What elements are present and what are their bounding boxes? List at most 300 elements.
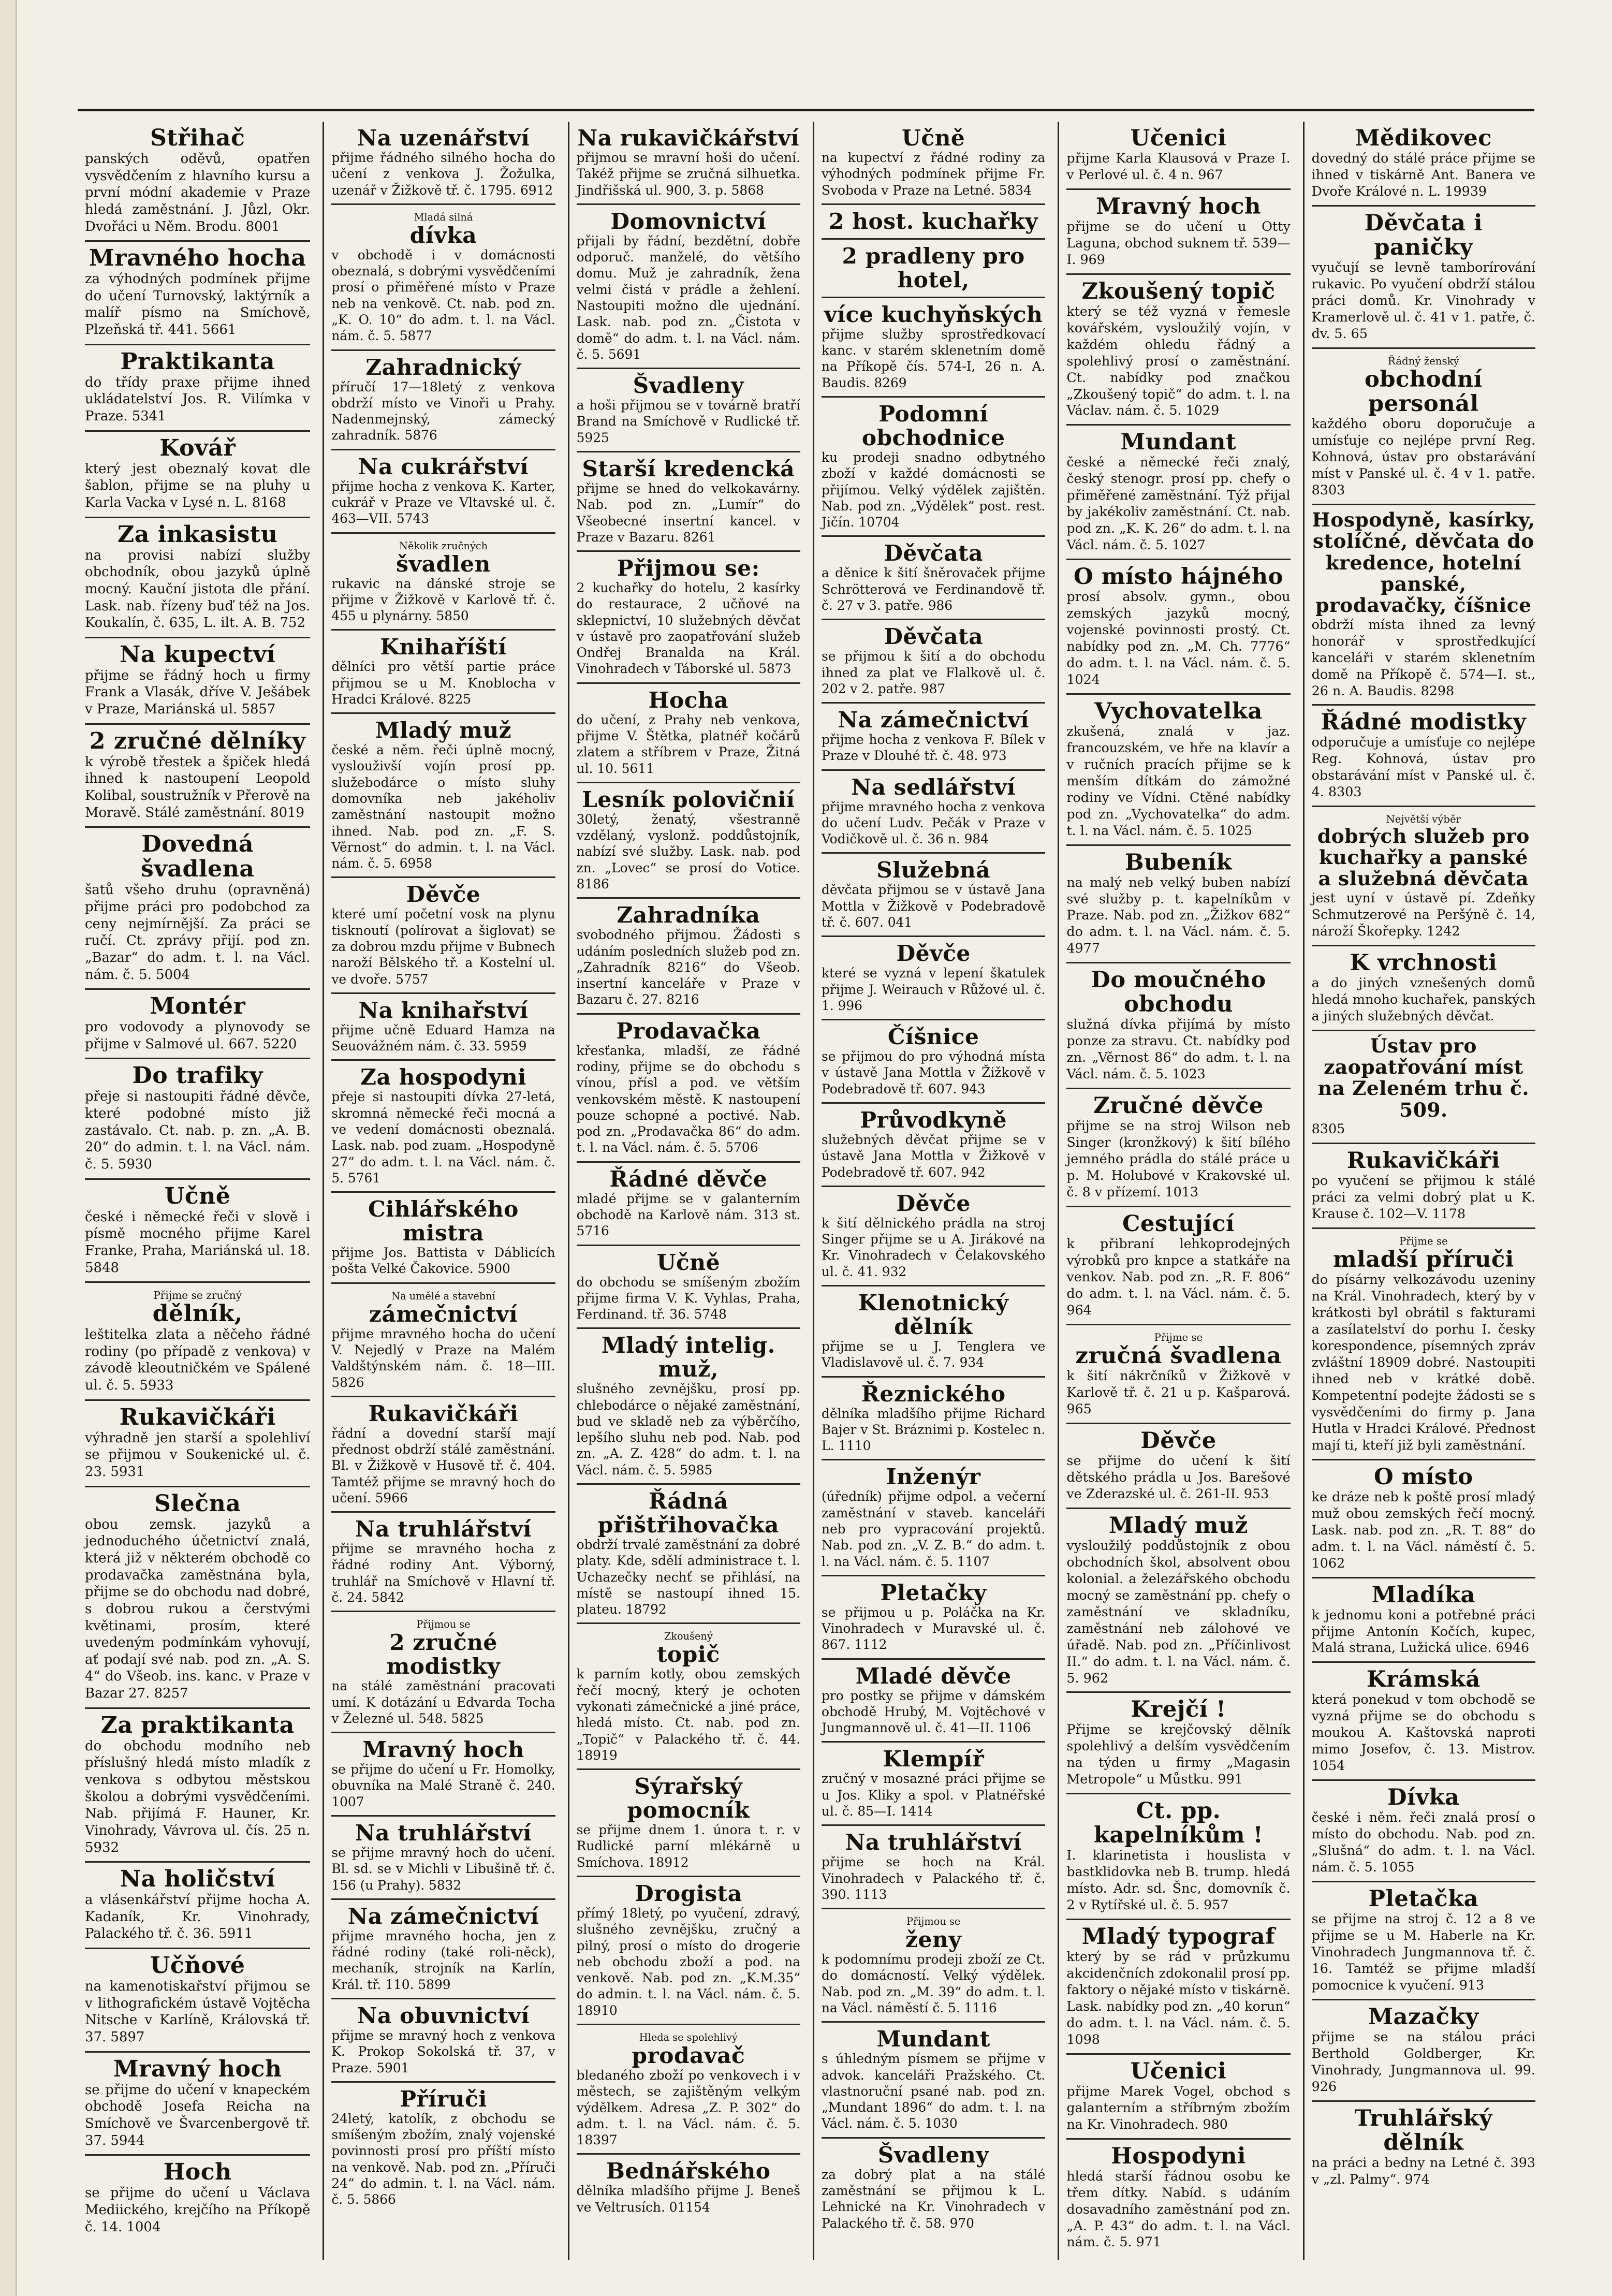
- ad-body: a hoši přijmou se v továrně bratří Brand na Smíchově v Rudlické tř. 5925: [576, 398, 800, 445]
- classified-ad: [1312, 2000, 1535, 2102]
- ad-heading: Knihaříští: [380, 634, 507, 660]
- ad-kicker: Přijme se zručný: [153, 1289, 242, 1302]
- classified-ad: [1066, 426, 1290, 560]
- ad-body: který jest obeznalý kovat dle šablon, přijme se na pluhy u Karla Vacka v Lysé n. L. 8168: [85, 461, 311, 510]
- ad-body: přímý 18letý, po vyučení, zdravý, slušného zevnějšku, zručný a pilný, prosí o místo do drogerie neb obchodu zboží a pod. na venkově. Nab. pod zn. „K.M.35“ do admin. t. l. na Václ. nám. č. 5. 18910: [576, 1905, 800, 2018]
- classified-ad: [1066, 190, 1290, 275]
- ad-body: za výhodných podmínek přijme do učení Turnovský, laktýrník a malíř písmo na Smíchově, Plzeňská tř. 441. 5661: [85, 271, 311, 338]
- ad-heading: Ústav pro zaopatřování míst na Zeleném trhu č. 509.: [1317, 1034, 1529, 1121]
- ad-body: přijme hocha z venkova K. Karter, cukrář v Praze ve Vltavské ul. č. 463—VII. 5743: [331, 478, 555, 527]
- ad-heading: zámečnictví: [369, 1300, 518, 1327]
- classified-ad: [1312, 122, 1535, 207]
- ad-heading: Mladý typograf: [1081, 1923, 1276, 1950]
- ad-body: I. klarinetista i houslista v bastklidovka neb B. trump. hledá místo. Adr. sd. Šnc, domovník č. 2 v Rytířské ul. č. 5. 957: [1066, 1847, 1291, 1913]
- classified-ad: [1066, 1089, 1290, 1207]
- ad-heading: Mědikovec: [1355, 125, 1492, 151]
- classified-ad: [822, 771, 1045, 854]
- ad-body: která ponekud v tom obchodě se vyzná přijme se do obchodu s moukou A. Kaštovská naproti mimo Josefov, č. 13. Mistrov. 1054: [1311, 1691, 1535, 1774]
- classified-ad: [577, 452, 800, 552]
- ad-body: české a německé řeči znalý, český stenogr. prosí pp. chefy o přiměřené zaměstnání. Týž přijal by jakékoliv zaměstnání. Ct. nab. pod zn. „K. K. 26“ do adm. t. l. na Václ. nám. č. 5. 1027: [1066, 454, 1291, 553]
- classified-ad: [822, 205, 1045, 240]
- ad-heading: Starší kredencká: [582, 455, 795, 481]
- ad-body: přijme se hoch na Král. Vinohradech v Palackého tř. č. 390. 1113: [822, 1854, 1046, 1902]
- ad-heading: Mladíka: [1371, 1581, 1476, 1608]
- classified-ad: [822, 1460, 1045, 1576]
- ad-heading: Pletačky: [880, 1579, 987, 1605]
- classified-ad: [1066, 1509, 1290, 1693]
- ad-body: služná dívka přijímá by místo ponze za stravu. Ct. nabídky pod zn. „Věrnost 86“ do adm. t. l. na Václ. nám. č. 5. 1023: [1066, 1016, 1291, 1082]
- ad-body: každého oboru doporučuje a umísťuje co nejlépe první Reg. Kohnová, ústav pro obstarávání míst v Panské ul. č. 4 v 1. patře. 8303: [1311, 416, 1535, 498]
- ad-body: přijme mravného hocha, jen z řádné rodiny (také roli-něck), mechaník, strojník na Karlín, Král. tř. 110. 5899: [331, 1928, 555, 1992]
- classified-ad: [85, 345, 310, 432]
- classified-ad: [577, 1624, 800, 1770]
- ad-body: se přijmou k šití a do obchodu ihned za plat ve Flalkově ul. č. 202 v 2. patře. 987: [822, 649, 1046, 696]
- ad-heading: Na kupectví: [120, 641, 276, 668]
- ad-body: do písárny velkozávodu uzeniny na Král. Vinohradech, který by v krátkosti byl obrátil s fakturami a zasílatelství do porhu I. česky korespondence, písemných zpráv zvláštní 18909 dobré. Nastoupiti ihned neb v krátké době. Kompetentní podejte žádosti se s vysvědčeními do firmy p. Jana Hutla v Hradci Králové. Přednost mají ti, kteří již byli zaměstnání.: [1311, 1271, 1535, 1453]
- ad-heading: Vychovatelka: [1094, 697, 1263, 724]
- ad-heading: Na truhlářství: [845, 1829, 1022, 1855]
- classified-ad: [1066, 122, 1290, 190]
- ad-heading: Mravný hoch: [362, 1736, 524, 1763]
- ad-heading: Zručné děvče: [1093, 1092, 1264, 1119]
- classified-ad: [1312, 1144, 1535, 1229]
- ad-body: do třídy praxe přijme ihned ukládatelství Jos. R. Vilímka v Praze. 5341: [85, 374, 311, 425]
- classified-ad: [577, 1015, 800, 1163]
- classified-ad: [85, 1949, 310, 2053]
- ad-body: na provisi nabízí služby obchodník, obou jazyků úplně mocný. Kauční jistota dle přání. Lask. nab. řízeny buď též na Jos. Koukalín, č. 635, L. ilt. A. B. 752: [85, 547, 311, 631]
- classified-ad: [1312, 1578, 1535, 1663]
- classified-ad: [577, 2025, 800, 2155]
- ad-body: které se vyzná v lepení škatulek přijme J. Weirauch v Růžové ul. č. 1. 996: [822, 966, 1046, 1013]
- classified-ad: [822, 620, 1045, 704]
- ad-heading: Děvčata i paničky: [1364, 209, 1483, 260]
- ad-body: po vyučení se přijmou k stálé práci za velmi dobrý plat u K. Krause č. 102—V. 1178: [1311, 1172, 1535, 1221]
- ad-body: jest uyní v ústavě pí. Zdeňky Schmutzerové na Peršýně č. 14, nároží Škořepky. 1242: [1311, 889, 1535, 939]
- ad-body: a do jiných vznešených domů hledá mnoho kuchařek, panských a jiných služebných děvčat.: [1311, 974, 1535, 1023]
- classified-ad: [1312, 505, 1535, 706]
- classified-ad: [1066, 560, 1290, 695]
- classified-ad: [577, 899, 800, 1014]
- ad-heading: Mravného hocha: [89, 245, 306, 272]
- ad-heading: Dívka: [1387, 1784, 1460, 1811]
- ad-heading: Zahradnický: [365, 354, 521, 380]
- ad-heading: Děvče: [896, 940, 971, 967]
- ad-heading: 2 pradleny pro hotel,: [842, 242, 1025, 293]
- ad-heading: Klempíř: [883, 1746, 985, 1772]
- classified-ad: [1066, 2055, 1290, 2140]
- header-rule: [78, 109, 1534, 111]
- ad-heading: Rukavičkáři: [368, 1400, 519, 1426]
- ad-heading: Pletačka: [1368, 1885, 1479, 1912]
- ad-body: přijme hocha z venkova F. Bílek v Praze v Dlouhé tř. č. 48. 973: [822, 732, 1046, 764]
- classified-ad: [577, 1163, 800, 1246]
- classified-ad: [577, 1246, 800, 1329]
- ad-body: pro postky se přijme v dámském obchodě Hrubý, M. Vojtěchové v Jungmannově ul. č. 41—II. 1106: [822, 1688, 1046, 1736]
- classified-ad: [822, 854, 1045, 937]
- ad-body: šatů všeho druhu (opravněná) přijme práci pro podobchod za ceny nejmírnější. Za práci se ručí. Ct. zprávy přijí. pod zn. „Bazar“ do adm. t. l. na Václ. nám. č. 5. 5004: [85, 882, 311, 983]
- ad-body: na kamenotiskařství přijmou se v lithografickém ústavě Vojtěcha Nitsche v Karlíně, Královská tř. 37. 5897: [85, 1979, 311, 2045]
- ad-heading: Průvodkyně: [860, 1107, 1007, 1133]
- classified-ad: [1066, 963, 1290, 1089]
- ad-body: se přijme do učení v knapeckém obchodě Josefa Reicha na Smíchově ve Švarcenbergově tř. 37. 5944: [85, 2082, 311, 2148]
- classified-ad: [1066, 846, 1290, 964]
- classified-ad: [822, 1187, 1045, 1286]
- ad-body: přijme učně Eduard Hamza na Seuovážném nám. č. 33. 5959: [331, 1022, 555, 1054]
- classified-ad: [1312, 2102, 1535, 2193]
- ad-heading: švadlen: [396, 550, 491, 577]
- ad-body: dovedný do stálé práce přijme se ihned v tiskárně Ant. Banera ve Dvoře Králové n. L. 19939: [1311, 150, 1535, 199]
- ad-kicker: Přijme se: [1154, 1331, 1203, 1343]
- ad-body: ku prodeji snadno odbytného zboží v každé domácnosti se přijímou. Velký výdělek zajištěn. Nab. pod zn. „Výdělek“ post. rest. Jičín. 10704: [822, 449, 1046, 530]
- classified-ad: [331, 2083, 555, 2213]
- ad-body: k šití dělnického prádla na stroj Singer přijme se u A. Jirákové na Kr. Vinohradech v Čelakovského ul. č. 41. 932: [822, 1215, 1046, 1279]
- classified-ad: [331, 1612, 555, 1733]
- ad-body: mladé přijme se v galanterním obchodě na Karlově nám. 313 st. 5716: [576, 1191, 800, 1239]
- classified-ad: [577, 205, 800, 369]
- ad-body: dělníci pro větší partie práce přijmou se u M. Knoblocha v Hradci Králové. 8225: [331, 659, 555, 707]
- ad-body: obdrží místa ihned za levný honorář v sprostředkující kanceláři v starém sklenetním domě na Příkopě č. 574—I. st., 26 n. A. Baudis. 8298: [1311, 616, 1535, 698]
- ad-body: Přijme se krejčovský dělník spolehlivý a delším vysvědčením na týden u firmy „Magasin Metropole“ u Můstku. 991: [1066, 1721, 1291, 1787]
- classified-ad: [577, 1877, 800, 2025]
- ad-heading: Služebná: [876, 857, 991, 883]
- classified-ad: [1066, 2140, 1290, 2256]
- ad-heading: Přijmou se:: [617, 555, 760, 581]
- ad-body: přijme Karla Klausová v Praze I. v Perlové ul. č. 4 n. 967: [1066, 150, 1291, 182]
- ad-heading: Zkoušený topič: [1081, 277, 1276, 304]
- ad-heading: Střihač: [150, 125, 245, 151]
- ad-body: vysloužilý poddůstojník z obou obchodních škol, absolvent obou kolonial. a železářského obchodu mocný se zaměstnání pp. chefy o zaměstnání ve skladníku, zaměstnání neb zálohové ve úřadě. Nab. pod zn. „Příčinlivost II.“ do adm. t. l. na Václ. nám. č. 5. 962: [1066, 1537, 1291, 1686]
- ad-body: křesťanka, mladší, ze řádné rodiny, přijme se do obchodu s vínou, přísl a pod. ve větším venkovském městě. K nastoupení pouze schopné a poctivé. Nab. pod zn. „Prodavačka 86“ do adm. t. l. na Václ. nám. č. 5. 5706: [576, 1043, 800, 1156]
- ad-body: které umí početní vosk na plynu tisknoutí (polírovat a šiglovat) se za dobrou mzdu přijme v Bubnech naroží Bělského tř. a Kostelní ul. ve dvoře. 5757: [331, 906, 555, 987]
- ad-heading: Za praktikanta: [100, 1712, 295, 1738]
- ad-heading: K vrchnosti: [1350, 949, 1498, 976]
- ad-body: k podomnímu prodeji zboží ze Ct. do domácností. Velký výdělek. Nab. pod zn. „M. 39“ do adm. t. l. na Václ. náměstí č. 5. 1116: [822, 1952, 1046, 2015]
- classified-ad: [822, 1378, 1045, 1461]
- ad-heading: Cihlářského mistra: [368, 1196, 519, 1246]
- ad-heading: Inženýr: [886, 1464, 981, 1490]
- classified-ad: [331, 205, 555, 351]
- ad-heading: Slečna: [154, 1490, 241, 1517]
- ad-body: hledá starší řádnou osobu ke třem dítky. Nabíd. s udáním dosavadního zaměstnání pod zn. „A. P. 43“ do adm. t. l. na Václ. nám. č. 5. 971: [1066, 2168, 1291, 2250]
- ad-body: děvčata přijmou se v ústavě Jana Mottla v Žižkově v Podebradově tř. č. 607. 041: [822, 882, 1046, 930]
- ad-heading: Domovnictví: [610, 208, 767, 234]
- ad-heading: Mundant: [876, 2026, 990, 2052]
- ad-body: obdrží trvalé zaměstnání za dobré platy. Kde, sdělí administrace t. l. Uchazečky nechť se přihlásí, na místě se nastoupí ihned 15. plateu. 18792: [576, 1537, 800, 1617]
- ad-body: na stálé zaměstnání pracovati umí. K dotázání u Edvarda Tocha v Železné ul. 548. 5825: [331, 1678, 555, 1726]
- ad-body: k parním kotly, obou zemských řečí mocný, který je ochoten vykonati zámečnické a jiné práce, hledá místo. Ct. nab. pod zn. „Topič“ v Palackého tř. č. 44. 18919: [576, 1666, 800, 1763]
- ad-body: přijme se mravný hoch z venkova K. Prokop Sokolská tř. 37, v Praze. 5901: [331, 2027, 555, 2075]
- ad-body: a vlásenkářství přijme hocha A. Kadaník, Kr. Vinohrady, Palackého tř. č. 36. 5911: [85, 1892, 311, 1942]
- ad-body: na malý neb velký buben nabízí své služby p. t. kapelníkům v Praze. Nab. pod zn. „Žižkov 682“ do adm. t. l. na Václ. nám. č. 5. 4977: [1066, 874, 1291, 956]
- ad-heading: Mazačky: [1368, 2003, 1479, 2030]
- ad-heading: Drogista: [635, 1880, 742, 1906]
- classified-ad: [1312, 807, 1535, 946]
- ad-kicker: Hleda se spolehlivý: [639, 2031, 738, 2043]
- ad-body: se přijme do učení k šití dětského prádla u Jos. Barešové ve Zderazské ul. č. 261-II. 953: [1066, 1453, 1291, 1501]
- ad-heading: Na truhlářství: [355, 1516, 532, 1542]
- classified-ad: [822, 122, 1045, 205]
- ad-heading: Mundant: [1120, 429, 1237, 456]
- ad-body: české a něm. řeči úplně mocný, vyslouživší vojín prosí pp. služebodárce o místo sluhy domovníka neb jakéholiv zaměstnání nastoupit možno ihned. Nab. pod zn. „F. S. Věrnost“ do admin. t. l. na Václ. nám. č. 5. 6958: [331, 742, 555, 871]
- ad-body: přijme se řádný hoch u firmy Frank a Vlasák, dříve V. Ješábek v Praze, Mariánská ul. 5857: [85, 667, 311, 718]
- classified-ad: [822, 1020, 1045, 1104]
- ad-heading: Mladý muž: [1109, 1512, 1248, 1539]
- ad-body: slušného zevnějšku, prosí pp. chlebodárce o nějaké zaměstnání, bud ve skladě neb za výběrčího, lepšího sluhu neb pod. Nab. pod zn. „A. Z. 428“ do adm. t. l. na Václ. nám. č. 5. 5985: [576, 1381, 800, 1478]
- ad-body: a děnice k šití šněrovaček přijme Schrötterová ve Ferdinandově tř. č. 27 v 3. patře. 986: [822, 565, 1046, 613]
- ad-heading: Podomní obchodnice: [861, 400, 1005, 450]
- ad-heading: 2 zručné dělníky: [89, 727, 306, 754]
- classified-ad: [822, 1826, 1045, 1909]
- classified-ad: [1066, 1693, 1290, 1794]
- ad-body: se přijme mravný hoch do učení. Bl. sd. se v Michli v Libušině tř. č. 156 (u Prahy). 5832: [331, 1845, 555, 1893]
- classified-ad: [1066, 275, 1290, 426]
- ad-body: k přibraní lehkoprodejných výrobků pro knpce a statkáře na venkov. Nab. pod zn. „R. F. 806“ do adm. t. l. na Václ. nám. č. 5. 964: [1066, 1235, 1291, 1318]
- ad-body: přijme se hned do velkokavárny. Nab. pod zn. „Lumír“ do Všeobecné insertní kancel. v Praze v Bazaru. 8261: [576, 480, 800, 545]
- ad-body: svobodného přijmou. Žádosti s udáním posledních služeb pod zn. „Zahradník 8216“ do Všeob. insertní kanceláře v Praze v Bazaru č. 27. 8216: [576, 927, 800, 1007]
- ad-body: bledaného zboží po venkovech i v městech, se zajištěným velkým výdělkem. Adresa „Z. P. 302“ do adm. t. l. na Václ. nám. č. 5. 18397: [576, 2067, 800, 2148]
- ad-body: se přijmou u p. Poláčka na Kr. Vinohradech v Muravské ul. č. 867. 1112: [822, 1604, 1046, 1652]
- ad-heading: O místo: [1374, 1463, 1473, 1490]
- ad-heading: topič: [656, 1641, 720, 1668]
- ad-body: zručný v mosazné práci přijme se u Jos. Kliky a spol. v Platnéřské ul. č. 85—I. 1414: [822, 1771, 1046, 1819]
- ad-heading: dobrých služeb pro kuchařky a panské a služebná děvčata: [1317, 824, 1530, 890]
- ad-heading: O místo hájného: [1074, 563, 1283, 590]
- ad-heading: Učně: [164, 1182, 231, 1209]
- ad-body: přijme se mravného hocha z řádné rodiny Ant. Výborný, truhlář na Smíchově v Hlavní tř. č. 24. 5842: [331, 1541, 555, 1605]
- classified-ad: [331, 714, 555, 878]
- ad-body: přijme řádného silného hocha do učení z venkova J. Žožulka, uzenář v Žižkově tř. č. 1795. 6912: [331, 150, 555, 198]
- ad-body: dělníka mladšího přijme J. Beneš ve Veltrusích. 01154: [576, 2183, 800, 2215]
- ad-heading: Řádná přištřihovačka: [597, 1488, 779, 1538]
- ad-body: přijali by řádní, bezdětní, dobře odporuč. manželé, do většího domu. Muž je zahradník, žena velmi čistá v prádle a žehlení. Nastoupiti možno dle ujednání. Lask. nab. pod zn. „Čistota v domě“ do adm. t. l. na Václ. nám. č. 5. 5691: [576, 233, 800, 362]
- ad-heading: Za inkasistu: [118, 521, 278, 548]
- classified-ad: [577, 552, 800, 684]
- ad-heading: Krejčí !: [1131, 1696, 1226, 1723]
- ad-heading: Švadleny: [633, 372, 744, 399]
- ad-column-5: [1058, 122, 1297, 2260]
- ad-heading: Švadleny: [877, 2141, 989, 2168]
- ad-kicker: Mladá silná: [414, 211, 473, 223]
- ad-heading: Za hospodyni: [360, 1064, 526, 1090]
- classified-ad: [331, 1733, 555, 1817]
- ad-heading: Děvče: [1140, 1427, 1217, 1454]
- ad-heading: Číšnice: [887, 1023, 979, 1050]
- classified-ad: [85, 1059, 310, 1179]
- ad-body: na kupectví z řádné rodiny za výhodných podmínek přijme Fr. Svoboda v Praze na Letné. 5834: [822, 150, 1046, 198]
- ad-heading: Na truhlářství: [355, 1820, 532, 1846]
- ad-body: přeje si nastoupiti dívka 27-letá, skromná německé řeči mocná a ve vedení domácnosti obeznalá. Lask. nab. pod zuam. „Hospodyně 27“ do adm. t. l. na Václ. nám. č. 5. 5761: [331, 1089, 555, 1186]
- ad-kicker: Přijmou se: [906, 1915, 961, 1928]
- ad-body: přijme se u J. Tenglera ve Vladislavově ul. č. 7. 934: [822, 1338, 1046, 1370]
- ad-heading: Do trafiky: [132, 1062, 263, 1089]
- classified-ad: [577, 1329, 800, 1485]
- ad-body: zkušená, znalá v jaz. francouzském, ve hře na klavír a v ručních pracích přijme se k menším dítkám do zámožné rodiny ve Vídni. Ctěné nabídky pod zn. „Vychovatelka“ do adm. t. l. na Václ. nám. č. 5. 1025: [1066, 723, 1291, 838]
- ad-kicker: Největší výběr: [1386, 813, 1461, 826]
- ad-heading: Do moučného obchodu: [1091, 967, 1266, 1018]
- ad-body: přijmou se mravní hoši do učení. Takéž přijme se zručná silhuetka. Jindřišská ul. 900, 3. p. 5868: [576, 150, 800, 198]
- classified-ad: [331, 450, 555, 534]
- classified-ad: [1066, 1920, 1290, 2055]
- classified-ad: [331, 631, 555, 714]
- ad-heading: 2 host. kuchařky: [829, 208, 1038, 234]
- classified-ad: [85, 990, 310, 1059]
- ad-body: 8305: [1311, 1121, 1345, 1136]
- ad-heading: Na zámečnictví: [838, 707, 1029, 733]
- ad-body: který by se rád v průzkumu akcidenčních zdokonalil prosí pp. faktory o nějaké místo v tiskárně. Lask. nabídky pod zn. „40 korun“ do adm. t. l. na Václ. nám. č. 5. 1098: [1066, 1949, 1291, 2047]
- ad-heading: Hocha: [648, 686, 729, 713]
- classified-ad: [822, 398, 1045, 537]
- classified-ad: [331, 1900, 555, 1999]
- ad-body: na práci a bedny na Letné č. 393 v „zl. Palmy“. 974: [1311, 2154, 1535, 2187]
- classified-ad: [331, 122, 555, 205]
- ad-heading: Sýrařský pomocník: [627, 1773, 750, 1823]
- ad-body: služebných děvčat přijme se v ústavě Jana Mottla v Žižkově v Podebradově tř. 607. 942: [822, 1132, 1046, 1180]
- ad-column-1: [78, 122, 317, 2260]
- classified-ad: [822, 1576, 1045, 1660]
- ad-body: české i německé řeči v slově i písmě mocného přijme Karel Franke, Praha, Mariánská ul. 18. 5848: [85, 1209, 311, 1276]
- classified-ad: [822, 1286, 1045, 1378]
- classified-ad: [822, 937, 1045, 1020]
- classified-ad: [1066, 1325, 1290, 1424]
- ad-body: přijme Jos. Battista v Dáblicích pošta Velké Čakovice. 5900: [331, 1245, 555, 1277]
- ad-body: přijme Marek Vogel, obchod s galanterním a stříbrným zbožím na Kr. Vinohradech. 980: [1066, 2083, 1291, 2132]
- ad-body: české i něm. řeči znalá prosí o místo do obchodu. Nab. pod zn. „Slušná“ do adm. t. l. na Václ. nám. č. 5. 1055: [1311, 1809, 1535, 1875]
- ad-body: (úředník) přijme odpol. a večerní zaměstnání v staveb. kanceláři neb pro vypracování projektů. Nab. pod zn. „V. Z. B.“ do adm. t. l. na Václ. nám. č. 5. 1107: [822, 1489, 1046, 1569]
- ad-kicker: Zkoušený: [664, 1630, 713, 1643]
- classified-ad: [822, 2023, 1045, 2138]
- ad-body: rukavic na dánské stroje se přijme v Žižkově v Karlově tř. č. 455 u plynárny. 5850: [331, 576, 555, 624]
- classified-ad: [331, 1397, 555, 1513]
- classified-ad: [1066, 1424, 1290, 1509]
- ad-heading: Na obuvnictví: [357, 2002, 530, 2028]
- ad-body: se přijme do učení u Václava Mediického, krejčího na Příkopě č. 14. 1004: [85, 2185, 311, 2235]
- ad-heading: Řádné děvče: [609, 1165, 768, 1192]
- ad-heading: Učenici: [1130, 125, 1227, 151]
- classified-ad: [85, 2053, 310, 2156]
- ad-body: přijme se na stroj Wilson neb Singer (kronžkový) k šití bílého jemného prádla do stálé práce u p. M. Holubové v Krakovské ul. č. 8 v přízemí. 1013: [1066, 1118, 1291, 1200]
- ad-body: se přijme na stroj č. 12 a 8 ve přijme se u M. Haberle na Kr. Vinohradech Jungmannova tř. č. 16. Tamtéž se přijme mladší pomocnice k vyučení. 913: [1311, 1911, 1535, 1993]
- classified-ad: [85, 2156, 310, 2241]
- classified-ad: [1312, 706, 1535, 807]
- classified-ad: [331, 994, 555, 1061]
- classified-ad: [331, 1999, 555, 2083]
- ad-column-3: [568, 122, 808, 2260]
- classified-ad: [1066, 1794, 1290, 1920]
- ad-heading: Klenotnický dělník: [858, 1289, 1009, 1339]
- ad-body: obou zemsk. jazyků a jednoduchého účetnictví znalá, která již v některém obchodě co prodavačka zaměstnána byla, přijme se do obchodu nad dobré, s dobrou rukou a čerstvými květinami, prosím, které uvedeným podmínkám vyhovují, ať podají své nab. pod zn. „A. S. 4“ do Všeob. ins. kanc. v Praze v Bazar 27. 8257: [85, 1516, 311, 1702]
- classified-ad: [85, 1180, 310, 1283]
- ad-body: přeje si nastoupiti řádné děvče, které podobné místo již zastávalo. Ct. nab. p. zn. „A. B. 20“ do admin. t. l. na Václ. nám. č. 5. 5930: [85, 1089, 311, 1172]
- classified-ad: [1312, 207, 1535, 349]
- ad-body: se přijmou do pro výhodná místa v ústavě Jana Mottla v Žižkově v Podebradově tř. 607. 943: [822, 1049, 1046, 1096]
- classified-ads-grid: [78, 122, 1543, 2260]
- classified-ad: [1312, 1229, 1535, 1460]
- classified-ad: [822, 240, 1045, 298]
- ad-heading: dívka: [409, 222, 477, 248]
- ad-heading: Cestující: [1122, 1210, 1235, 1237]
- ad-heading: Mladé děvče: [855, 1662, 1012, 1689]
- classified-ad: [331, 351, 555, 450]
- ad-heading: mladší příruči: [1333, 1246, 1514, 1273]
- ad-body: 2 kuchařky do hotelu, 2 kasírky do restaurace, 2 učňové na sklepnictví, 10 služebných děvčat v ústavě pro zaopatřování služeb Ondřej Branalda na Král. Vinohradech v Táborské ul. 5873: [576, 580, 800, 677]
- ad-heading: Učně: [901, 125, 965, 151]
- classified-ad: [577, 1770, 800, 1877]
- classified-ad: [85, 1709, 310, 1863]
- ad-body: do obchodu se smíšeným zbožím přijme firma V. K. Vyhlas, Praha, Ferdinand. tř. 36. 5748: [576, 1274, 800, 1322]
- ad-body: přijme se do učení u Otty Laguna, obchod suknem tř. 539—I. 969: [1066, 218, 1291, 267]
- ad-heading: Dovedná švadlena: [140, 831, 255, 883]
- ad-body: odporučuje a umísťuje co nejlépe Reg. Kohnová, ústav pro obstarávání míst v Panské ul. č. 4. 8303: [1311, 734, 1535, 800]
- classified-ad: [331, 1513, 555, 1612]
- ad-heading: Rukavičkáři: [119, 1403, 276, 1430]
- ad-column-4: [813, 122, 1052, 2260]
- ad-body: ke dráze neb k poště prosí mladý muž obou zemských řečí mocný. Lask. nab. pod zn. „R. T. 88“ do adm. t. l. na Václ. náměstí č. 5. 1062: [1311, 1488, 1535, 1571]
- classified-ad: [85, 432, 310, 518]
- classified-ad: [1066, 1207, 1290, 1325]
- ad-heading: ženy: [905, 1926, 962, 1953]
- classified-ad: [331, 1061, 555, 1193]
- classified-ad: [331, 1817, 555, 1900]
- classified-ad: [331, 534, 555, 631]
- ad-body: řádní a dovední starší mají přednost obdrží stálé zaměstnání. Bl. v Žižkově v Husově tř. č. 404. Tamtéž přijme se mravný hoch do učení. 5966: [331, 1425, 555, 1505]
- ad-heading: Na holičství: [120, 1866, 275, 1893]
- ad-heading: 2 zručné modistky: [386, 1629, 501, 1679]
- ad-heading: Mravný hoch: [113, 2055, 282, 2082]
- ad-body: dělníka mladšího přijme Richard Bajer v St. Bráznimi p. Kostelec n. L. 1110: [822, 1406, 1046, 1454]
- ad-heading: Učňové: [150, 1952, 245, 1979]
- ad-kicker: Přijme se: [1399, 1235, 1448, 1247]
- classified-ad: [822, 1104, 1045, 1187]
- ad-heading: Krámská: [1366, 1666, 1481, 1693]
- ad-heading: Řádné modistky: [1321, 709, 1527, 736]
- classified-ad: [822, 1743, 1045, 1826]
- ad-heading: Hoch: [163, 2159, 232, 2186]
- classified-ad: [85, 242, 310, 345]
- ad-column-2: [323, 122, 562, 2260]
- classified-ad: [1312, 349, 1535, 505]
- classified-ad: [85, 1283, 310, 1401]
- ad-heading: Bubeník: [1124, 849, 1232, 875]
- ad-heading: Na knihařství: [358, 997, 529, 1023]
- ad-heading: Praktikanta: [120, 348, 275, 375]
- ad-body: příručí 17—18letý z venkova obdrží místo ve Vinoři u Prahy. Nadenmejnský, zámecký zahradník. 5876: [331, 379, 555, 443]
- ad-heading: Bednářského: [606, 2158, 771, 2184]
- classified-ad: [1066, 695, 1290, 846]
- classified-ad: [1312, 1663, 1535, 1781]
- ad-column-6: [1303, 122, 1543, 2260]
- ad-heading: Učně: [656, 1249, 720, 1275]
- ad-body: panských oděvů, opatřen vysvědčením z hlavního kursu a první módní akademie v Praze hledá zaměstnání. J. Jůzl, Okr. Dvořáci u Něm. Brodu. 8001: [85, 151, 311, 235]
- classified-ad: [1312, 1781, 1535, 1882]
- ad-heading: Truhlářský dělník: [1354, 2104, 1492, 2156]
- ad-body: se přijme dnem 1. února t. r. v Rudlické parní mlékárně u Smíchova. 18912: [576, 1822, 800, 1870]
- classified-ad: [85, 518, 310, 638]
- ad-heading: Děvčata: [884, 623, 984, 650]
- ad-body: který se též vyzná v řemesle kovářském, vysloužilý vojín, v každém ohledu řádný a spolehlivý prosí o zaměstnání. Ct. nabídky pod značkou „Zkoušený topič“ do adm. t. l. na Václav. nám. č. 5. 1029: [1066, 303, 1291, 418]
- ad-heading: Příruči: [400, 2085, 487, 2112]
- ad-body: za dobrý plat a na stálé zaměstnání se přijmou k L. Lehnické na Kr. Vinohradech v Palackého tř. č. 58. 970: [822, 2167, 1046, 2231]
- classified-ad: [1312, 1460, 1535, 1578]
- ad-heading: Lesník polovičnií: [582, 786, 795, 812]
- classified-ad: [331, 878, 555, 993]
- ad-heading: Kovář: [159, 434, 236, 461]
- classified-ad: [85, 638, 310, 725]
- classified-ad: [822, 704, 1045, 771]
- classified-ad: [1312, 946, 1535, 1031]
- classified-ad: [331, 1284, 555, 1397]
- ad-body: přijme mravného hocha z venkova do učení Ludv. Pečák v Praze v Vodičkově ul. č. 36 n. 984: [822, 799, 1046, 847]
- ad-body: do učení, z Prahy neb venkova, přijme V. Štětka, platnéř kočárů zlatem a stříbrem v Praze, Žitná ul. 10. 5611: [576, 712, 800, 776]
